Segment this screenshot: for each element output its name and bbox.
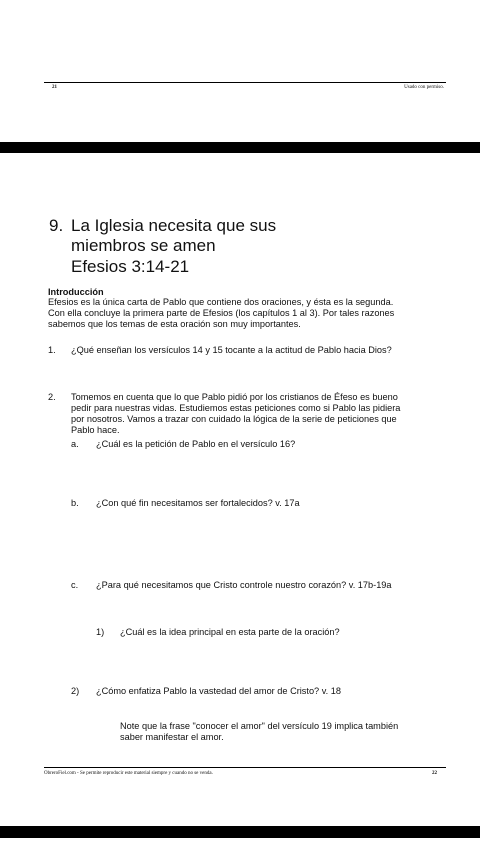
q2c2-label: 2) — [71, 686, 80, 696]
top-page-rule — [44, 82, 446, 83]
top-page-number: 21 — [52, 85, 57, 90]
q2c1-label: 1) — [96, 627, 105, 637]
footer-page-number: 22 — [432, 771, 437, 776]
q2c1-text: ¿Cuál es la idea principal en esta parte de la oración? — [120, 627, 340, 637]
intro-line: Efesios es la única carta de Pablo que contiene dos oraciones, y ésta es la segunda. — [48, 297, 394, 307]
intro-line: Con ella concluye la primera parte de Efesios (los capítulos 1 al 3). Por tales razones — [48, 308, 395, 318]
q2-line: Pablo hace. — [71, 425, 120, 435]
top-page-note: Usado con permiso. — [404, 85, 444, 90]
q2-number: 2. — [48, 392, 56, 402]
intro-heading: Introducción — [48, 287, 104, 297]
q2a-text: ¿Cuál es la petición de Pablo en el versículo 16? — [96, 439, 296, 449]
q2-line: por nosotros. Vamos a trazar con cuidado la lógica de la serie de peticiones que — [71, 414, 397, 424]
intro-line: sabemos que los temas de esta oración son muy importantes. — [48, 319, 301, 329]
q2c2-text: ¿Cómo enfatiza Pablo la vastedad del amor de Cristo? v. 18 — [96, 686, 341, 696]
note-line: saber manifestar el amor. — [120, 732, 224, 742]
footer-copyright: ObreroFiel.com - Se permite reproducir este material siempre y cuando no se venda. — [44, 771, 213, 776]
lesson-number: 9. — [49, 216, 64, 235]
q2c-label: c. — [71, 580, 79, 590]
page-separator-bar — [0, 142, 480, 153]
bottom-separator-bar — [0, 826, 480, 838]
lesson-title-line3: Efesios 3:14-21 — [71, 257, 190, 276]
q2c-text: ¿Para qué necesitamos que Cristo controle nuestro corazón? v. 17b-19a — [96, 580, 392, 590]
q2-line: Tomemos en cuenta que lo que Pablo pidió por los cristianos de Éfeso es bueno — [71, 392, 398, 402]
q2b-text: ¿Con qué fin necesitamos ser fortalecidos? v. 17a — [96, 498, 300, 508]
lesson-title-line2: miembros se amen — [71, 236, 216, 255]
q2b-label: b. — [71, 498, 79, 508]
q2-line: pedir para nuestras vidas. Estudiemos estas peticiones como si Pablo las pidiera — [71, 403, 401, 413]
q1-text: ¿Qué enseñan los versículos 14 y 15 tocante a la actitud de Pablo hacia Dios? — [71, 345, 392, 355]
q2a-label: a. — [71, 439, 79, 449]
footer-rule — [44, 767, 446, 768]
lesson-title-line1: La Iglesia necesita que sus — [71, 216, 277, 235]
note-line: Note que la frase "conocer el amor" del versículo 19 implica también — [120, 721, 399, 731]
q1-number: 1. — [48, 345, 56, 355]
